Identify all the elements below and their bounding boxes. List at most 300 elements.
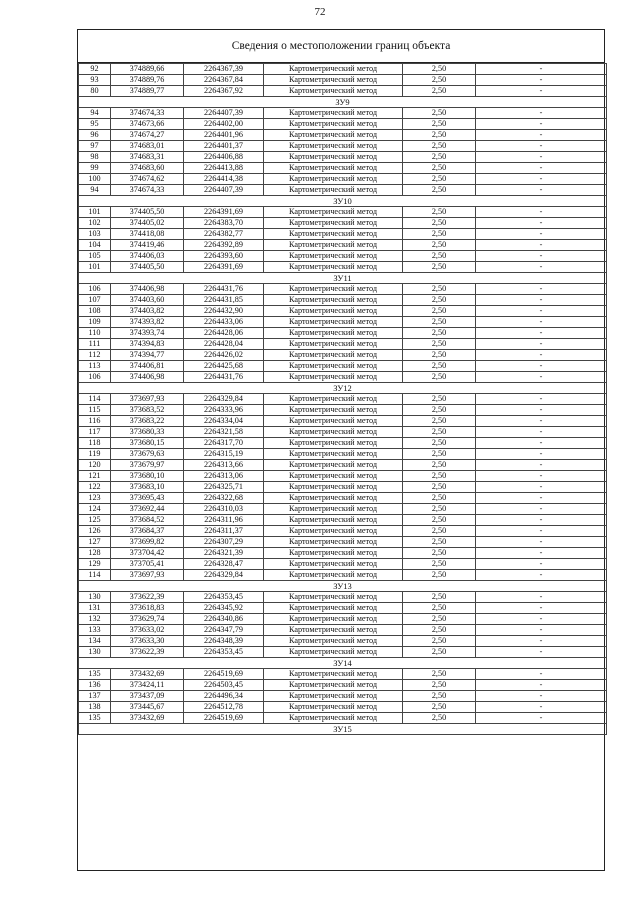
method-cell: Картометрический метод — [264, 427, 403, 438]
x-coordinate-cell: 374889,76 — [111, 75, 184, 86]
note-cell: - — [476, 262, 607, 273]
method-cell: Картометрический метод — [264, 515, 403, 526]
point-number-cell: 129 — [79, 559, 111, 570]
table-row — [79, 240, 607, 251]
point-number-cell: 103 — [79, 229, 111, 240]
point-number-cell: 118 — [79, 438, 111, 449]
accuracy-cell: 2,50 — [403, 548, 476, 559]
y-coordinate-cell: 2264401,37 — [184, 141, 264, 152]
point-number-cell: 95 — [79, 119, 111, 130]
point-number-cell: 99 — [79, 163, 111, 174]
x-coordinate-cell: 373424,11 — [111, 680, 184, 691]
page-number: 72 — [314, 6, 326, 18]
table-row — [79, 526, 607, 537]
section-row — [79, 724, 607, 735]
method-cell: Картометрический метод — [264, 295, 403, 306]
method-cell: Картометрический метод — [264, 482, 403, 493]
table-row — [79, 141, 607, 152]
method-cell: Картометрический метод — [264, 570, 403, 581]
accuracy-cell: 2,50 — [403, 240, 476, 251]
note-cell: - — [476, 185, 607, 196]
method-cell: Картометрический метод — [264, 669, 403, 680]
x-coordinate-cell: 373683,22 — [111, 416, 184, 427]
method-cell: Картометрический метод — [264, 328, 403, 339]
table-row — [79, 350, 607, 361]
note-cell: - — [476, 405, 607, 416]
point-number-cell: 94 — [79, 185, 111, 196]
y-coordinate-cell: 2264503,45 — [184, 680, 264, 691]
accuracy-cell: 2,50 — [403, 119, 476, 130]
note-cell: - — [476, 306, 607, 317]
table-row — [79, 438, 607, 449]
method-cell: Картометрический метод — [264, 614, 403, 625]
y-coordinate-cell: 2264433,06 — [184, 317, 264, 328]
point-number-cell: 121 — [79, 471, 111, 482]
method-cell: Картометрический метод — [264, 471, 403, 482]
accuracy-cell: 2,50 — [403, 174, 476, 185]
note-cell: - — [476, 537, 607, 548]
point-number-cell: 131 — [79, 603, 111, 614]
method-cell: Картометрический метод — [264, 438, 403, 449]
method-cell: Картометрический метод — [264, 559, 403, 570]
table-row — [79, 108, 607, 119]
x-coordinate-cell: 373629,74 — [111, 614, 184, 625]
accuracy-cell: 2,50 — [403, 306, 476, 317]
note-cell: - — [476, 548, 607, 559]
y-coordinate-cell: 2264519,69 — [184, 713, 264, 724]
point-number-cell: 110 — [79, 328, 111, 339]
x-coordinate-cell: 374406,98 — [111, 372, 184, 383]
note-cell: - — [476, 559, 607, 570]
accuracy-cell: 2,50 — [403, 86, 476, 97]
x-coordinate-cell: 373633,30 — [111, 636, 184, 647]
method-cell: Картометрический метод — [264, 361, 403, 372]
x-coordinate-cell: 374393,82 — [111, 317, 184, 328]
method-cell: Картометрический метод — [264, 317, 403, 328]
x-coordinate-cell: 373683,52 — [111, 405, 184, 416]
accuracy-cell: 2,50 — [403, 526, 476, 537]
note-cell: - — [476, 460, 607, 471]
point-number-cell: 135 — [79, 669, 111, 680]
note-cell: - — [476, 108, 607, 119]
x-coordinate-cell: 373695,43 — [111, 493, 184, 504]
point-number-cell: 115 — [79, 405, 111, 416]
table-row — [79, 130, 607, 141]
note-cell: - — [476, 394, 607, 405]
method-cell: Картометрический метод — [264, 548, 403, 559]
note-cell: - — [476, 427, 607, 438]
accuracy-cell: 2,50 — [403, 482, 476, 493]
point-number-cell: 105 — [79, 251, 111, 262]
y-coordinate-cell: 2264512,78 — [184, 702, 264, 713]
table-row — [79, 570, 607, 581]
point-number-cell: 127 — [79, 537, 111, 548]
y-coordinate-cell: 2264367,92 — [184, 86, 264, 97]
y-coordinate-cell: 2264496,34 — [184, 691, 264, 702]
accuracy-cell: 2,50 — [403, 493, 476, 504]
accuracy-cell: 2,50 — [403, 702, 476, 713]
accuracy-cell: 2,50 — [403, 438, 476, 449]
section-label: ЗУ14 — [79, 658, 607, 669]
table-row — [79, 86, 607, 97]
note-cell: - — [476, 295, 607, 306]
point-number-cell: 137 — [79, 691, 111, 702]
accuracy-cell: 2,50 — [403, 207, 476, 218]
table-row — [79, 405, 607, 416]
note-cell: - — [476, 174, 607, 185]
y-coordinate-cell: 2264428,04 — [184, 339, 264, 350]
x-coordinate-cell: 373684,52 — [111, 515, 184, 526]
point-number-cell: 114 — [79, 570, 111, 581]
x-coordinate-cell: 374673,66 — [111, 119, 184, 130]
accuracy-cell: 2,50 — [403, 185, 476, 196]
accuracy-cell: 2,50 — [403, 141, 476, 152]
method-cell: Картометрический метод — [264, 526, 403, 537]
accuracy-cell: 2,50 — [403, 317, 476, 328]
note-cell: - — [476, 570, 607, 581]
method-cell: Картометрический метод — [264, 229, 403, 240]
accuracy-cell: 2,50 — [403, 570, 476, 581]
y-coordinate-cell: 2264402,00 — [184, 119, 264, 130]
table-row — [79, 647, 607, 658]
y-coordinate-cell: 2264334,04 — [184, 416, 264, 427]
note-cell: - — [476, 163, 607, 174]
table-row — [79, 317, 607, 328]
method-cell: Картометрический метод — [264, 141, 403, 152]
accuracy-cell: 2,50 — [403, 559, 476, 570]
y-coordinate-cell: 2264325,71 — [184, 482, 264, 493]
point-number-cell: 80 — [79, 86, 111, 97]
table-row — [79, 163, 607, 174]
note-cell: - — [476, 614, 607, 625]
point-number-cell: 128 — [79, 548, 111, 559]
table-row — [79, 328, 607, 339]
note-cell: - — [476, 152, 607, 163]
accuracy-cell: 2,50 — [403, 603, 476, 614]
accuracy-cell: 2,50 — [403, 504, 476, 515]
method-cell: Картометрический метод — [264, 625, 403, 636]
y-coordinate-cell: 2264367,39 — [184, 64, 264, 75]
point-number-cell: 106 — [79, 284, 111, 295]
point-number-cell: 94 — [79, 108, 111, 119]
note-cell: - — [476, 416, 607, 427]
y-coordinate-cell: 2264407,39 — [184, 185, 264, 196]
x-coordinate-cell: 374674,27 — [111, 130, 184, 141]
y-coordinate-cell: 2264347,79 — [184, 625, 264, 636]
point-number-cell: 97 — [79, 141, 111, 152]
table-row — [79, 504, 607, 515]
method-cell: Картометрический метод — [264, 108, 403, 119]
point-number-cell: 107 — [79, 295, 111, 306]
note-cell: - — [476, 218, 607, 229]
method-cell: Картометрический метод — [264, 493, 403, 504]
note-cell: - — [476, 75, 607, 86]
method-cell: Картометрический метод — [264, 86, 403, 97]
method-cell: Картометрический метод — [264, 416, 403, 427]
x-coordinate-cell: 373692,44 — [111, 504, 184, 515]
y-coordinate-cell: 2264413,88 — [184, 163, 264, 174]
x-coordinate-cell: 374403,60 — [111, 295, 184, 306]
point-number-cell: 106 — [79, 372, 111, 383]
note-cell: - — [476, 504, 607, 515]
note-cell: - — [476, 702, 607, 713]
table-row — [79, 636, 607, 647]
accuracy-cell: 2,50 — [403, 251, 476, 262]
table-row — [79, 251, 607, 262]
accuracy-cell: 2,50 — [403, 339, 476, 350]
accuracy-cell: 2,50 — [403, 130, 476, 141]
x-coordinate-cell: 373680,15 — [111, 438, 184, 449]
y-coordinate-cell: 2264315,19 — [184, 449, 264, 460]
x-coordinate-cell: 374406,81 — [111, 361, 184, 372]
y-coordinate-cell: 2264392,89 — [184, 240, 264, 251]
x-coordinate-cell: 374419,46 — [111, 240, 184, 251]
point-number-cell: 102 — [79, 218, 111, 229]
x-coordinate-cell: 374889,77 — [111, 86, 184, 97]
point-number-cell: 92 — [79, 64, 111, 75]
method-cell: Картометрический метод — [264, 339, 403, 350]
accuracy-cell: 2,50 — [403, 515, 476, 526]
method-cell: Картометрический метод — [264, 152, 403, 163]
note-cell: - — [476, 680, 607, 691]
accuracy-cell: 2,50 — [403, 163, 476, 174]
method-cell: Картометрический метод — [264, 64, 403, 75]
point-number-cell: 116 — [79, 416, 111, 427]
x-coordinate-cell: 374405,02 — [111, 218, 184, 229]
point-number-cell: 112 — [79, 350, 111, 361]
table-row — [79, 614, 607, 625]
y-coordinate-cell: 2264414,38 — [184, 174, 264, 185]
method-cell: Картометрический метод — [264, 350, 403, 361]
note-cell: - — [476, 449, 607, 460]
y-coordinate-cell: 2264313,06 — [184, 471, 264, 482]
table-row — [79, 471, 607, 482]
accuracy-cell: 2,50 — [403, 592, 476, 603]
accuracy-cell: 2,50 — [403, 361, 476, 372]
accuracy-cell: 2,50 — [403, 75, 476, 86]
y-coordinate-cell: 2264313,66 — [184, 460, 264, 471]
x-coordinate-cell: 373679,63 — [111, 449, 184, 460]
point-number-cell: 111 — [79, 339, 111, 350]
note-cell: - — [476, 438, 607, 449]
accuracy-cell: 2,50 — [403, 614, 476, 625]
accuracy-cell: 2,50 — [403, 405, 476, 416]
table-row — [79, 669, 607, 680]
x-coordinate-cell: 373697,93 — [111, 394, 184, 405]
x-coordinate-cell: 374683,01 — [111, 141, 184, 152]
method-cell: Картометрический метод — [264, 691, 403, 702]
table-row — [79, 416, 607, 427]
table-row — [79, 372, 607, 383]
y-coordinate-cell: 2264317,70 — [184, 438, 264, 449]
method-cell: Картометрический метод — [264, 218, 403, 229]
point-number-cell: 133 — [79, 625, 111, 636]
note-cell: - — [476, 361, 607, 372]
coordinates-table-frame — [77, 29, 605, 871]
method-cell: Картометрический метод — [264, 306, 403, 317]
y-coordinate-cell: 2264321,39 — [184, 548, 264, 559]
y-coordinate-cell: 2264329,84 — [184, 570, 264, 581]
y-coordinate-cell: 2264432,90 — [184, 306, 264, 317]
table-row — [79, 185, 607, 196]
method-cell: Картометрический метод — [264, 603, 403, 614]
table-row — [79, 152, 607, 163]
note-cell: - — [476, 64, 607, 75]
x-coordinate-cell: 373432,69 — [111, 713, 184, 724]
accuracy-cell: 2,50 — [403, 152, 476, 163]
note-cell: - — [476, 207, 607, 218]
method-cell: Картометрический метод — [264, 537, 403, 548]
method-cell: Картометрический метод — [264, 405, 403, 416]
method-cell: Картометрический метод — [264, 504, 403, 515]
accuracy-cell: 2,50 — [403, 449, 476, 460]
x-coordinate-cell: 373437,09 — [111, 691, 184, 702]
y-coordinate-cell: 2264425,68 — [184, 361, 264, 372]
x-coordinate-cell: 374406,98 — [111, 284, 184, 295]
note-cell: - — [476, 493, 607, 504]
method-cell: Картометрический метод — [264, 240, 403, 251]
x-coordinate-cell: 373618,83 — [111, 603, 184, 614]
table-row — [79, 559, 607, 570]
method-cell: Картометрический метод — [264, 449, 403, 460]
x-coordinate-cell: 374394,83 — [111, 339, 184, 350]
table-row — [79, 229, 607, 240]
accuracy-cell: 2,50 — [403, 295, 476, 306]
accuracy-cell: 2,50 — [403, 669, 476, 680]
note-cell: - — [476, 482, 607, 493]
table-row — [79, 64, 607, 75]
accuracy-cell: 2,50 — [403, 460, 476, 471]
accuracy-cell: 2,50 — [403, 471, 476, 482]
x-coordinate-cell: 374674,33 — [111, 185, 184, 196]
y-coordinate-cell: 2264382,77 — [184, 229, 264, 240]
accuracy-cell: 2,50 — [403, 625, 476, 636]
x-coordinate-cell: 373445,67 — [111, 702, 184, 713]
x-coordinate-cell: 373704,42 — [111, 548, 184, 559]
y-coordinate-cell: 2264428,06 — [184, 328, 264, 339]
x-coordinate-cell: 373697,93 — [111, 570, 184, 581]
x-coordinate-cell: 374418,08 — [111, 229, 184, 240]
table-row — [79, 515, 607, 526]
note-cell: - — [476, 339, 607, 350]
table-row — [79, 339, 607, 350]
point-number-cell: 135 — [79, 713, 111, 724]
accuracy-cell: 2,50 — [403, 372, 476, 383]
method-cell: Картометрический метод — [264, 163, 403, 174]
method-cell: Картометрический метод — [264, 702, 403, 713]
y-coordinate-cell: 2264426,02 — [184, 350, 264, 361]
section-label: ЗУ12 — [79, 383, 607, 394]
note-cell: - — [476, 713, 607, 724]
table-row — [79, 207, 607, 218]
note-cell: - — [476, 130, 607, 141]
point-number-cell: 122 — [79, 482, 111, 493]
table-row — [79, 306, 607, 317]
x-coordinate-cell: 373622,39 — [111, 647, 184, 658]
note-cell: - — [476, 691, 607, 702]
point-number-cell: 123 — [79, 493, 111, 504]
point-number-cell: 126 — [79, 526, 111, 537]
accuracy-cell: 2,50 — [403, 691, 476, 702]
table-row — [79, 449, 607, 460]
note-cell: - — [476, 592, 607, 603]
table-row — [79, 625, 607, 636]
note-cell: - — [476, 240, 607, 251]
point-number-cell: 120 — [79, 460, 111, 471]
section-row — [79, 196, 607, 207]
y-coordinate-cell: 2264328,47 — [184, 559, 264, 570]
y-coordinate-cell: 2264401,96 — [184, 130, 264, 141]
method-cell: Картометрический метод — [264, 130, 403, 141]
section-row — [79, 658, 607, 669]
point-number-cell: 104 — [79, 240, 111, 251]
note-cell: - — [476, 603, 607, 614]
point-number-cell: 130 — [79, 647, 111, 658]
x-coordinate-cell: 373679,97 — [111, 460, 184, 471]
y-coordinate-cell: 2264353,45 — [184, 647, 264, 658]
table-row — [79, 680, 607, 691]
section-row — [79, 273, 607, 284]
y-coordinate-cell: 2264333,96 — [184, 405, 264, 416]
y-coordinate-cell: 2264329,84 — [184, 394, 264, 405]
note-cell: - — [476, 328, 607, 339]
x-coordinate-cell: 374674,33 — [111, 108, 184, 119]
y-coordinate-cell: 2264367,84 — [184, 75, 264, 86]
accuracy-cell: 2,50 — [403, 416, 476, 427]
table-row — [79, 218, 607, 229]
y-coordinate-cell: 2264431,76 — [184, 284, 264, 295]
section-row — [79, 97, 607, 108]
accuracy-cell: 2,50 — [403, 647, 476, 658]
accuracy-cell: 2,50 — [403, 108, 476, 119]
table-row — [79, 174, 607, 185]
y-coordinate-cell: 2264310,03 — [184, 504, 264, 515]
y-coordinate-cell: 2264307,29 — [184, 537, 264, 548]
point-number-cell: 132 — [79, 614, 111, 625]
x-coordinate-cell: 373633,02 — [111, 625, 184, 636]
table-row — [79, 119, 607, 130]
x-coordinate-cell: 374674,62 — [111, 174, 184, 185]
table-title: Сведения о местоположении границ объекта — [78, 30, 604, 63]
note-cell: - — [476, 119, 607, 130]
y-coordinate-cell: 2264348,39 — [184, 636, 264, 647]
y-coordinate-cell: 2264406,88 — [184, 152, 264, 163]
method-cell: Картометрический метод — [264, 394, 403, 405]
x-coordinate-cell: 374405,50 — [111, 207, 184, 218]
y-coordinate-cell: 2264345,92 — [184, 603, 264, 614]
note-cell: - — [476, 636, 607, 647]
y-coordinate-cell: 2264431,85 — [184, 295, 264, 306]
table-row — [79, 394, 607, 405]
x-coordinate-cell: 374889,66 — [111, 64, 184, 75]
accuracy-cell: 2,50 — [403, 427, 476, 438]
method-cell: Картометрический метод — [264, 636, 403, 647]
accuracy-cell: 2,50 — [403, 64, 476, 75]
point-number-cell: 114 — [79, 394, 111, 405]
note-cell: - — [476, 317, 607, 328]
method-cell: Картометрический метод — [264, 284, 403, 295]
table-row — [79, 427, 607, 438]
method-cell: Картометрический метод — [264, 713, 403, 724]
note-cell: - — [476, 229, 607, 240]
y-coordinate-cell: 2264391,69 — [184, 262, 264, 273]
section-label: ЗУ9 — [79, 97, 607, 108]
point-number-cell: 138 — [79, 702, 111, 713]
table-row — [79, 295, 607, 306]
x-coordinate-cell: 374393,74 — [111, 328, 184, 339]
point-number-cell: 108 — [79, 306, 111, 317]
x-coordinate-cell: 373683,10 — [111, 482, 184, 493]
